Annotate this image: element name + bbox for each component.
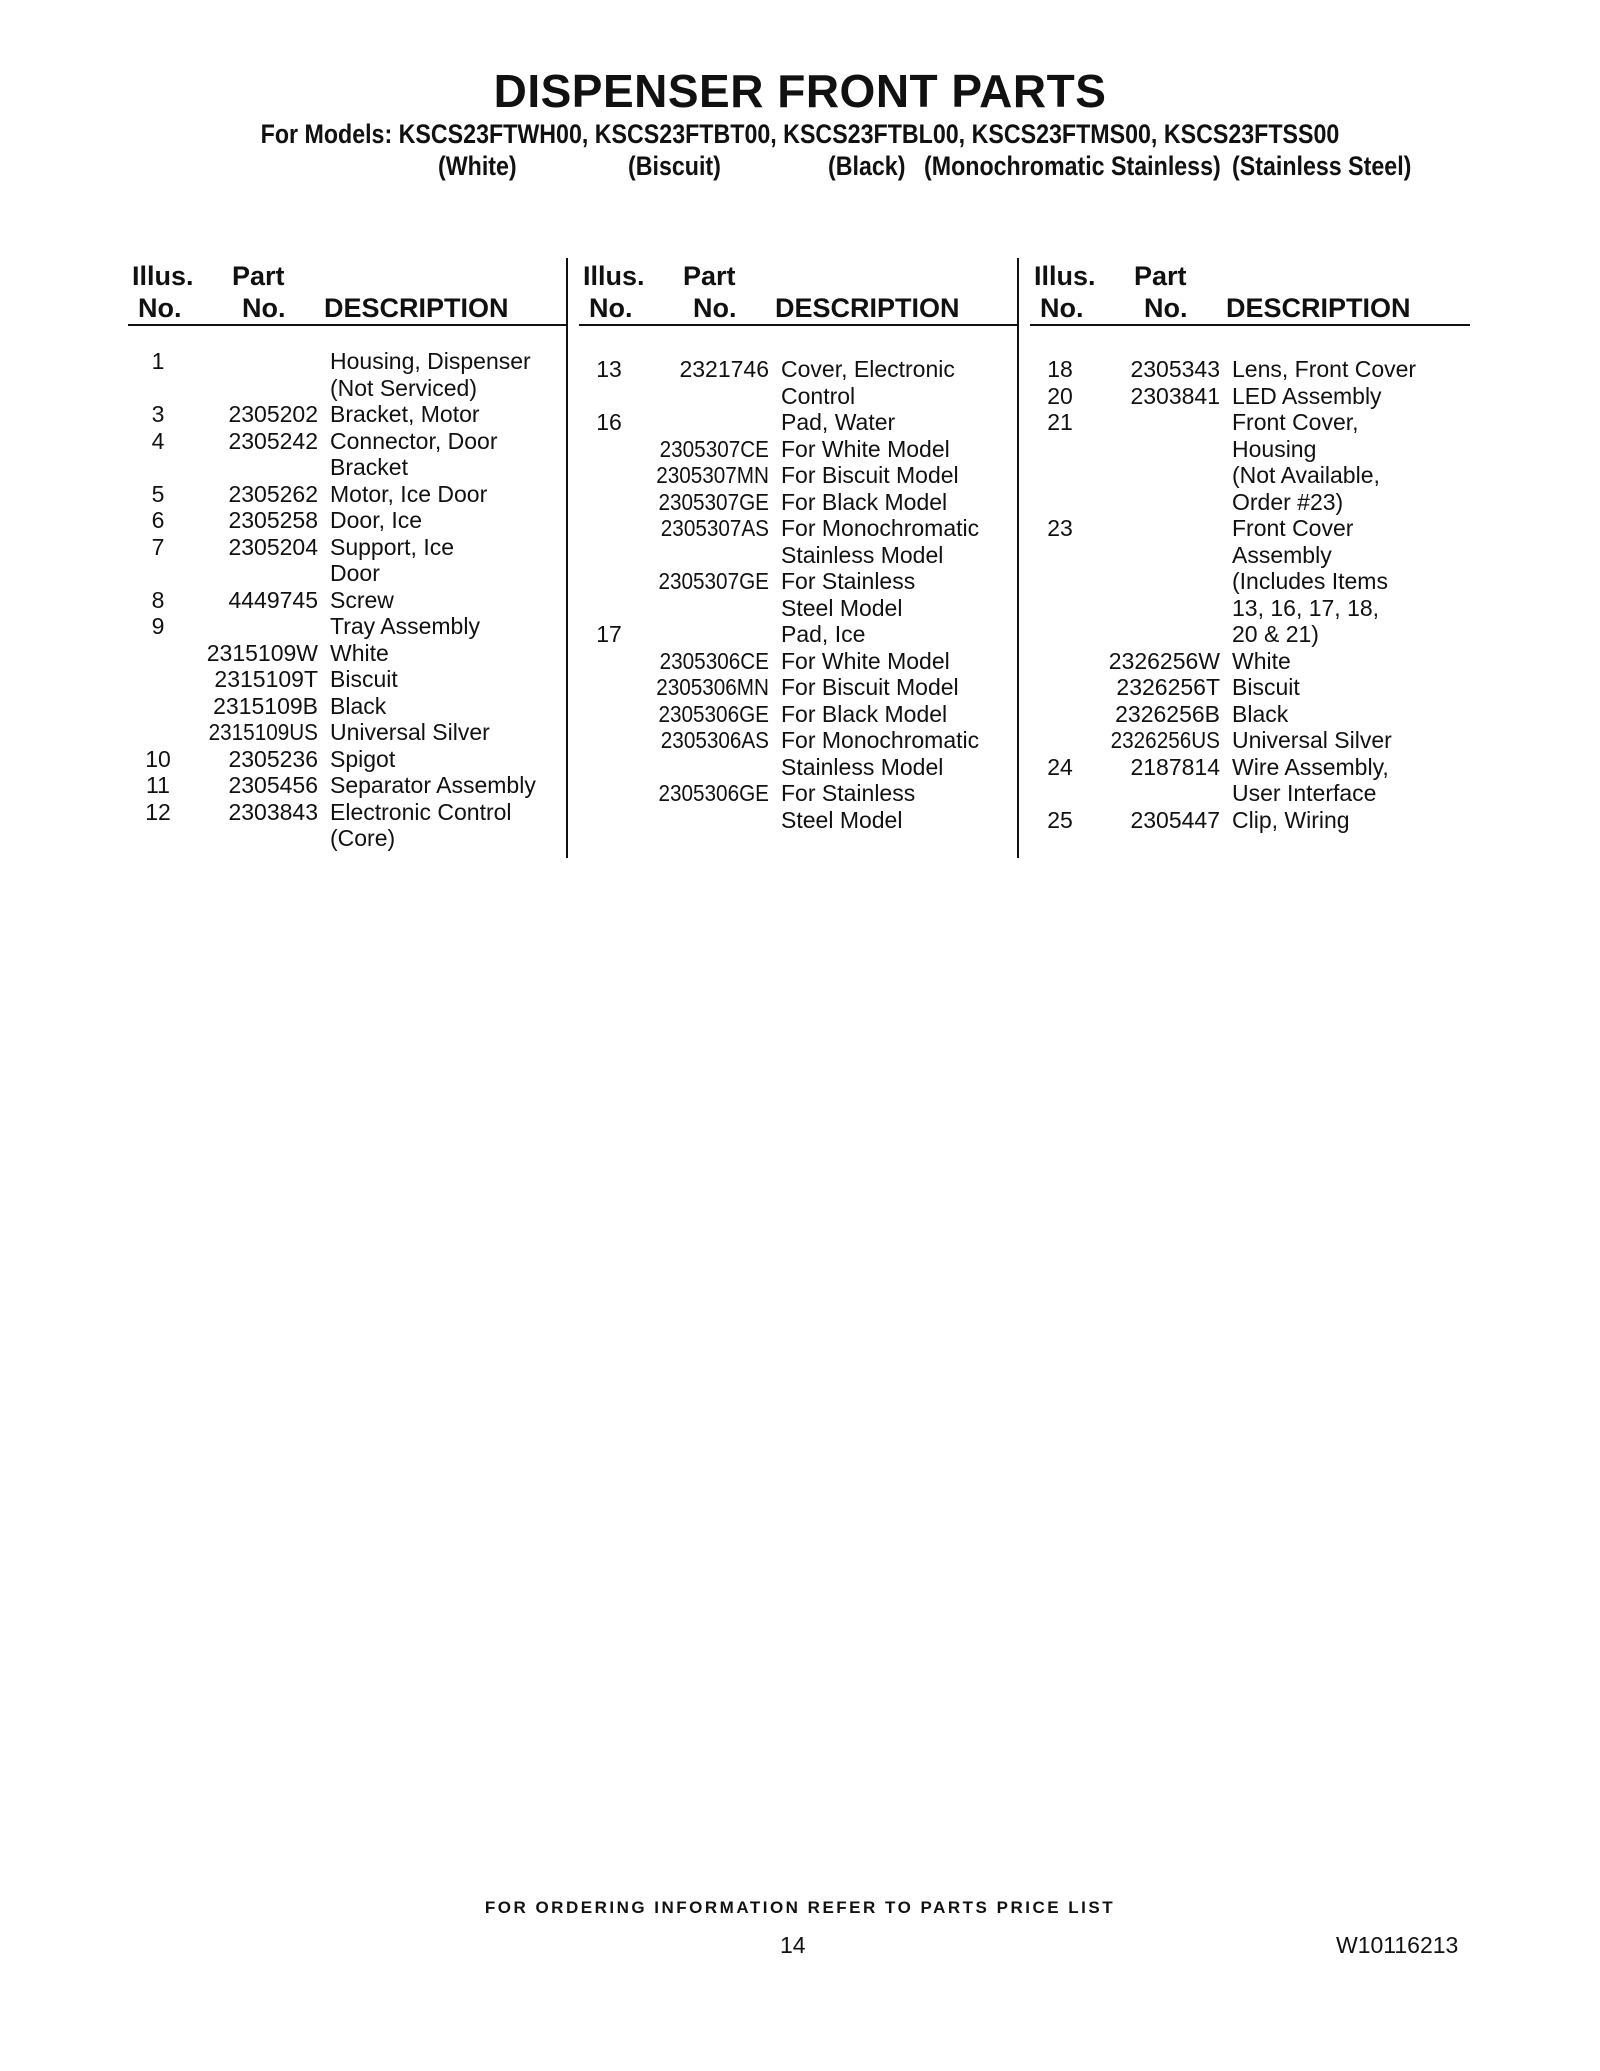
part-description: Door [330,560,380,586]
part-description: (Includes Items [1232,568,1388,594]
column-header [1030,258,1470,326]
page-title: DISPENSER FRONT PARTS [493,65,1107,117]
part-description: 20 & 21) [1232,621,1319,647]
part-description: Separator Assembly [330,772,536,798]
column-header [128,258,568,326]
part-row [579,648,1019,675]
illus-number: 4 [151,427,165,454]
part-number: 2326256W [1108,647,1220,674]
part-description: Spigot [330,745,396,772]
part-description: Motor, Ice Door [330,480,488,507]
part-description: For Black Model [781,488,948,515]
part-description: 13, 16, 17, 18, [1232,594,1380,621]
variant-black: (Black) [828,151,906,181]
parts-column-2 [579,258,1019,858]
illus-number: 20 [1047,382,1073,409]
part-row [1030,621,1470,648]
part-row [579,356,1019,383]
part-row [1030,780,1470,807]
part-description: For Stainless [781,780,916,806]
variant-biscuit: (Biscuit) [628,151,721,181]
part-description: Bracket, Motor [330,401,480,427]
part-row [579,436,1019,463]
part-row [128,560,568,587]
part-row [1030,436,1470,463]
part-number: 2305306GE [658,780,769,806]
model-variants [0,150,1600,182]
illus-no-label: No. [589,293,633,323]
part-description: Assembly [1232,541,1332,568]
part-row [1030,807,1470,834]
part-row [579,595,1019,622]
page-number: 14 [780,1932,806,1958]
parts-list [579,356,1019,833]
part-description: LED Assembly [1232,382,1382,409]
part-row [1030,754,1470,781]
part-row [1030,595,1470,622]
ordering-note: FOR ORDERING INFORMATION REFER TO PARTS PRICE LIST [484,1898,1116,1917]
part-row [579,754,1019,781]
part-row [579,701,1019,728]
part-row [579,489,1019,516]
part-description: Front Cover, [1232,409,1359,435]
part-no-label: No. [1144,293,1188,323]
part-description: Housing, Dispenser [330,348,531,374]
part-row [128,640,568,667]
part-description: Steel Model [781,806,903,833]
parts-column-1 [128,258,568,858]
part-description: White [330,639,389,666]
part-row [1030,727,1470,754]
part-description: Connector, Door [330,427,498,454]
illus-number: 1 [151,348,165,374]
parts-list [1030,356,1470,833]
part-row [128,666,568,693]
variant-monochromatic: (Monochromatic Stainless) [924,151,1221,181]
illus-number: 9 [151,613,165,639]
part-row [128,613,568,640]
part-description: Universal Silver [1232,727,1392,753]
illus-number: 18 [1047,356,1073,382]
part-row [579,542,1019,569]
illus-label: Illus. [132,261,194,291]
part-row [579,515,1019,542]
part-description: Cover, Electronic [781,356,955,382]
part-number: 2305204 [228,533,318,560]
part-description: Stainless Model [781,541,944,568]
illus-number: 25 [1047,806,1073,833]
part-description: Pad, Water [781,409,896,435]
part-number: 2305456 [228,772,318,798]
part-row [1030,701,1470,728]
part-row [128,481,568,508]
parts-list [128,348,568,852]
illus-number: 6 [151,507,165,533]
illus-number: 24 [1047,753,1073,780]
part-row [1030,383,1470,410]
illus-number: 5 [151,480,165,507]
illus-number: 17 [596,621,622,647]
part-description: (Core) [330,825,396,851]
part-row [128,772,568,799]
illus-number: 10 [145,745,171,772]
part-number: 2305306MN [656,674,769,700]
part-row [1030,542,1470,569]
part-label: Part [1134,261,1187,291]
part-description: For Stainless [781,568,916,594]
illus-number: 3 [151,401,165,427]
part-number: 2303841 [1130,382,1220,409]
part-label: Part [683,261,736,291]
part-row [1030,674,1470,701]
illus-number: 11 [146,772,170,798]
part-row [1030,409,1470,436]
part-number: 2326256US [1110,727,1220,753]
part-number: 2305306AS [660,727,769,753]
illus-no-label: No. [138,293,182,323]
variant-stainless: (Stainless Steel) [1232,151,1412,181]
parts-column-3 [1030,258,1470,858]
part-description: For White Model [781,435,950,462]
part-description: For Monochromatic [781,727,980,753]
part-description: Bracket [330,454,408,480]
illus-label: Illus. [1034,261,1096,291]
part-description: Tray Assembly [330,613,480,639]
part-row [579,621,1019,648]
part-number: 2305306CE [659,647,769,674]
part-row [128,799,568,826]
illus-number: 21 [1047,409,1073,435]
part-description: Support, Ice [330,533,455,560]
part-description: Door, Ice [330,507,423,533]
part-description: Control [781,382,856,409]
part-number: 2305242 [228,427,318,454]
part-number: 2305307GE [658,488,769,515]
part-description: White [1232,647,1291,674]
part-number: 2305258 [228,507,318,533]
part-number: 2305236 [228,745,318,772]
part-number: 2305307GE [658,568,769,594]
part-description: Black [1232,700,1289,727]
part-description: (Not Available, [1232,462,1380,488]
part-no-label: No. [693,293,737,323]
part-description: For Biscuit Model [781,674,959,700]
part-description: User Interface [1232,780,1377,806]
illus-number: 16 [596,409,622,435]
part-number: 2305262 [228,480,318,507]
part-row [1030,515,1470,542]
part-description: Universal Silver [330,719,490,745]
part-description: Lens, Front Cover [1232,356,1417,382]
variant-white: (White) [438,151,517,181]
document-number: W10116213 [1336,1932,1459,1958]
part-row [579,727,1019,754]
part-row [579,674,1019,701]
part-row [579,780,1019,807]
part-number: 2305202 [228,401,318,427]
part-number: 2326256B [1115,700,1220,727]
part-number: 2321746 [679,356,769,382]
part-number: 2305306GE [658,700,769,727]
part-description: For Biscuit Model [781,462,959,488]
models-line: For Models: KSCS23FTWH00, KSCS23FTBT00, KSCS23FTBL00, KSCS23FTMS00, KSCS23FTSS00 [260,119,1340,149]
part-row [1030,648,1470,675]
part-row [579,409,1019,436]
part-row [128,348,568,375]
illus-label: Illus. [583,261,645,291]
illus-no-label: No. [1040,293,1084,323]
part-description: Clip, Wiring [1232,806,1350,833]
part-description: For White Model [781,647,950,674]
part-description: Housing [1232,435,1317,462]
part-row [128,693,568,720]
part-number: 2326256T [1116,674,1220,700]
illus-number: 23 [1047,515,1073,541]
part-number: 2305307MN [656,462,769,488]
part-row [128,401,568,428]
part-description: Order #23) [1232,488,1344,515]
part-no-label: No. [242,293,286,323]
part-description: Front Cover [1232,515,1354,541]
part-row [1030,489,1470,516]
part-description: Steel Model [781,594,903,621]
part-description: Wire Assembly, [1232,753,1389,780]
illus-number: 7 [151,533,165,560]
illus-number: 8 [151,586,165,613]
part-row [579,462,1019,489]
part-description: Biscuit [330,666,398,692]
part-row [1030,568,1470,595]
illus-number: 12 [145,798,171,825]
part-number: 2303843 [228,798,318,825]
part-row [579,383,1019,410]
part-description: Electronic Control [330,798,512,825]
part-description: Stainless Model [781,753,944,780]
part-number: 2305307AS [660,515,769,541]
part-row [1030,356,1470,383]
part-description: Biscuit [1232,674,1300,700]
part-number: 2187814 [1130,753,1220,780]
part-number: 4449745 [228,586,318,613]
illus-number: 13 [596,356,622,382]
part-row [128,825,568,852]
description-label: DESCRIPTION [1226,293,1411,323]
part-number: 2305343 [1130,356,1220,382]
description-label: DESCRIPTION [775,293,960,323]
part-row [128,534,568,561]
part-number: 2315109W [206,639,318,666]
part-number: 2305447 [1130,806,1220,833]
part-row [579,568,1019,595]
part-row [128,454,568,481]
part-row [128,428,568,455]
part-row [128,375,568,402]
part-description: Black [330,692,387,719]
part-description: Pad, Ice [781,621,866,647]
part-description: (Not Serviced) [330,374,477,401]
part-description: For Monochromatic [781,515,980,541]
part-number: 2305307CE [659,435,769,462]
part-number: 2315109US [208,719,318,745]
description-label: DESCRIPTION [324,293,509,323]
part-number: 2315109T [214,666,318,692]
part-row [128,719,568,746]
part-label: Part [232,261,285,291]
column-header [579,258,1019,326]
part-row [128,507,568,534]
part-description: Screw [330,586,394,613]
part-row [579,807,1019,834]
part-row [128,746,568,773]
part-description: For Black Model [781,700,948,727]
part-row [1030,462,1470,489]
part-row [128,587,568,614]
part-number: 2315109B [213,692,318,719]
